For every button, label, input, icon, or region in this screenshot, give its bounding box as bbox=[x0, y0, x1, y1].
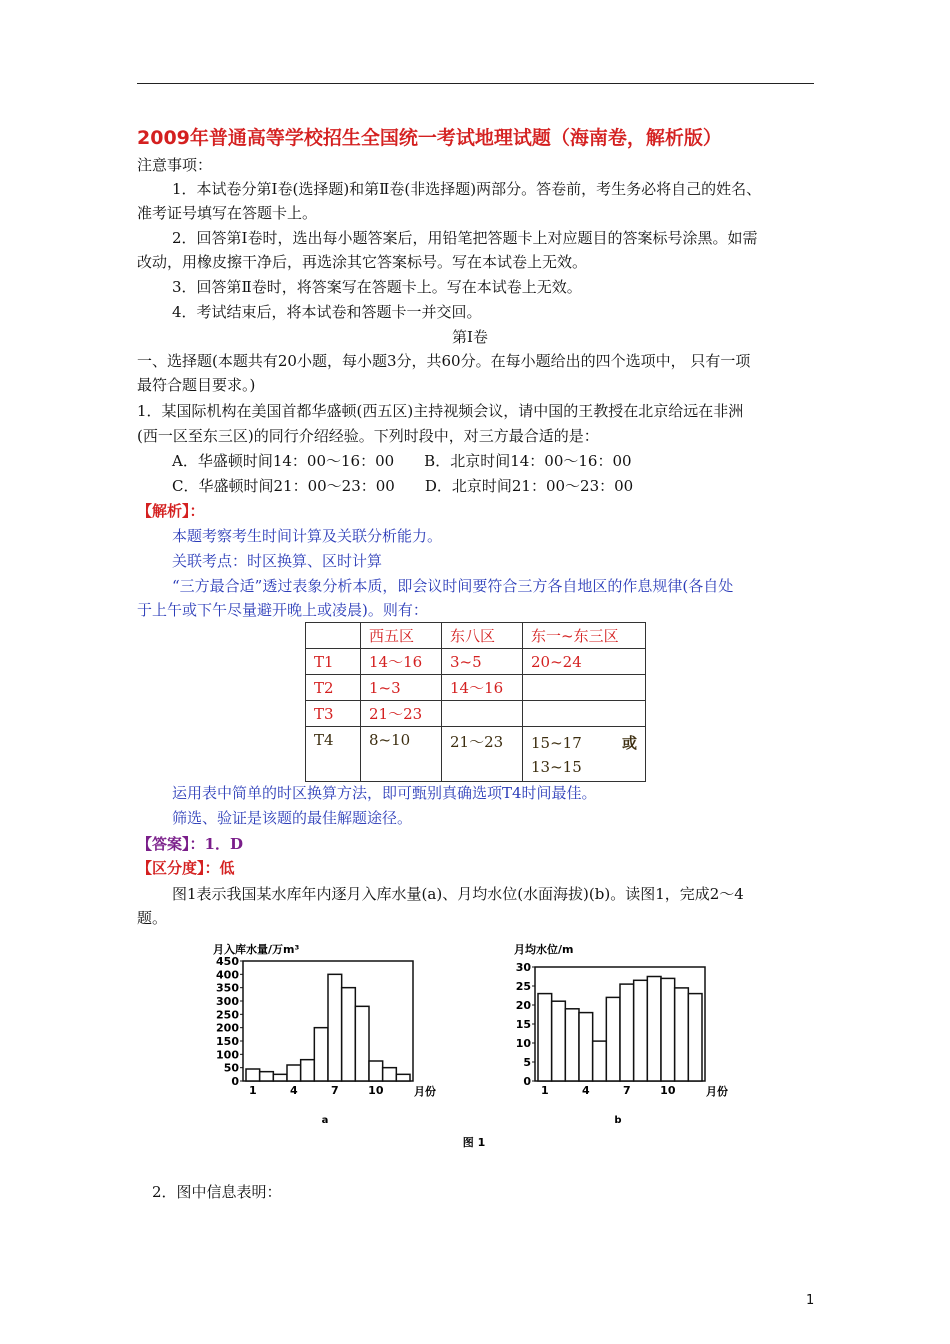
table-cell: T2 bbox=[306, 675, 361, 701]
chart-a-y-tick-label: 450 bbox=[216, 955, 239, 968]
chart-b-y-tick-label: 10 bbox=[515, 1037, 531, 1050]
table-cell: T4 bbox=[306, 727, 361, 782]
chart-a-y-tick-label: 200 bbox=[216, 1021, 239, 1035]
chart-a-x-tick-label: 7 bbox=[331, 1084, 339, 1097]
table-cell: 21～23 bbox=[442, 727, 523, 782]
analysis-line: 于上午或下午尽量避开晚上或凌晨)。则有： bbox=[137, 601, 428, 619]
table-cell: 21～23 bbox=[361, 701, 442, 727]
page-title: 2009年普通高等学校招生全国统一考试地理试题（海南卷，解析版） bbox=[137, 127, 722, 149]
chart-b-bar bbox=[538, 994, 552, 1081]
chart-a-bar bbox=[273, 1074, 287, 1081]
table-cell-text: 13~15 bbox=[531, 758, 582, 776]
table-cell-text: 15~17 bbox=[531, 734, 582, 752]
chart-a-bar bbox=[396, 1074, 410, 1081]
chart-b-bar bbox=[661, 978, 675, 1081]
chart-a-bar bbox=[342, 988, 356, 1081]
difficulty-label: 【区分度】：低 bbox=[137, 859, 235, 877]
chart-a-y-tick-label: 50 bbox=[223, 1061, 239, 1075]
analysis-line: 本题考察考生时间计算及关联分析能力。 bbox=[172, 527, 443, 545]
figure-caption: 图 1 bbox=[462, 1136, 486, 1149]
chart-a-bar bbox=[301, 1060, 315, 1081]
chart-a-y-tick-label: 350 bbox=[216, 981, 239, 995]
table-cell: 3~5 bbox=[442, 649, 523, 675]
table-cell: T3 bbox=[306, 701, 361, 727]
chart-b-bar bbox=[688, 994, 702, 1081]
table-cell: 1~3 bbox=[361, 675, 442, 701]
chart-b-bar bbox=[552, 1001, 566, 1081]
chart-b-y-tick-label: 30 bbox=[515, 961, 531, 974]
chart-b-bar bbox=[647, 977, 661, 1082]
chart-a-bar bbox=[314, 1028, 328, 1081]
chart-a-x-tick-label: 1 bbox=[249, 1084, 257, 1097]
table-cell-text: 或 bbox=[621, 734, 637, 752]
notice-line: 2．回答第Ⅰ卷时，选出每小题答案后，用铅笔把答题卡上对应题目的答案标号涂黑。如需 bbox=[172, 229, 758, 247]
chart-a-y-tick-label: 100 bbox=[216, 1048, 239, 1062]
chart-a-title: a bbox=[321, 1115, 329, 1126]
chart-b-title: b bbox=[614, 1115, 622, 1126]
chart-b-bar bbox=[565, 1009, 579, 1081]
table-header-cell: 东一~东三区 bbox=[523, 623, 646, 649]
table-header-cell: 西五区 bbox=[361, 623, 442, 649]
volume-heading: 第Ⅰ卷 bbox=[452, 328, 488, 346]
chart-a-y-tick-label: 150 bbox=[216, 1035, 239, 1048]
chart-b-bar bbox=[593, 1041, 607, 1081]
chart-a-y-tick-label: 0 bbox=[231, 1075, 239, 1088]
chart-a-y-tick-label: 400 bbox=[216, 968, 239, 982]
chart-b-x-tick-label: 7 bbox=[623, 1084, 631, 1097]
chart-a-x-tick-label: 4 bbox=[290, 1084, 298, 1097]
chart-b bbox=[514, 942, 728, 1126]
table-cell: T1 bbox=[306, 649, 361, 675]
table-header-cell: 东八区 bbox=[442, 623, 523, 649]
question-1-stem: 1．某国际机构在美国首都华盛顿(西五区)主持视频会议，请中国的王教授在北京给远在非洲 bbox=[137, 402, 744, 420]
notice-line: 3．回答第Ⅱ卷时，将答案写在答题卡上。写在本试卷上无效。 bbox=[172, 278, 582, 296]
question-1-options: C．华盛顿时间21：00～23：00 D．北京时间21：00～23：00 bbox=[172, 477, 634, 495]
figure-intro-line: 图1表示我国某水库年内逐月入库水量(a)、月均水位(水面海拔)(b)。读图1，完成2～4 bbox=[172, 885, 744, 903]
answer-label: 【答案】：1．D bbox=[137, 835, 243, 853]
chart-a-bar bbox=[246, 1069, 260, 1081]
chart-b-x-tick-label: 10 bbox=[660, 1084, 676, 1097]
notice-heading: 注意事项： bbox=[137, 156, 213, 174]
section-intro-line: 最符合题目要求。) bbox=[137, 376, 256, 394]
chart-b-ylabel: 月均水位/m bbox=[514, 943, 574, 956]
table-cell: 14～16 bbox=[442, 675, 523, 701]
chart-b-y-tick-label: 20 bbox=[515, 999, 531, 1012]
chart-a-y-tick-label: 250 bbox=[216, 1008, 239, 1022]
notice-line: 准考证号填写在答题卡上。 bbox=[137, 204, 318, 222]
chart-a-y-tick-label: 300 bbox=[216, 995, 239, 1008]
table-cell: 8~10 bbox=[361, 727, 442, 782]
chart-a-bar bbox=[355, 1006, 369, 1081]
question-1-options: A．华盛顿时间14：00～16：00 B．北京时间14：00～16：00 bbox=[172, 452, 632, 470]
analysis-line: 关联考点：时区换算、区时计算 bbox=[172, 552, 383, 570]
chart-b-y-tick-label: 25 bbox=[515, 980, 531, 993]
chart-b-y-tick-label: 0 bbox=[523, 1075, 531, 1088]
chart-a-bar bbox=[287, 1065, 301, 1081]
table-cell: 20~24 bbox=[523, 649, 646, 675]
notice-line: 4．考试结束后，将本试卷和答题卡一并交回。 bbox=[172, 303, 482, 321]
chart-b-x-tick-label: 4 bbox=[582, 1084, 590, 1097]
chart-a-bar bbox=[369, 1061, 383, 1081]
figure-intro-line: 题。 bbox=[137, 909, 168, 927]
analysis-label: 【解析】： bbox=[137, 502, 205, 520]
chart-b-x-tick-label: 1 bbox=[541, 1084, 549, 1097]
chart-a-bar bbox=[383, 1068, 397, 1081]
section-intro-line: 一、选择题(本题共有20小题，每小题3分，共60分。在每小题给出的四个选项中， 只有一项 bbox=[137, 352, 751, 370]
chart-a bbox=[213, 942, 436, 1126]
notice-line: 1．本试卷分第Ⅰ卷(选择题)和第Ⅱ卷(非选择题)两部分。答卷前，考生务必将自己的姓名、 bbox=[172, 180, 762, 198]
chart-b-bar bbox=[620, 984, 634, 1081]
chart-a-ylabel: 月入库水量/万m³ bbox=[213, 943, 300, 956]
table-cell: 14～16 bbox=[361, 649, 442, 675]
chart-a-bar bbox=[328, 974, 342, 1081]
question-2-stem: 2．图中信息表明： bbox=[152, 1183, 282, 1201]
page-number: 1 bbox=[806, 1293, 815, 1308]
question-1-stem: (西一区至东三区)的同行介绍经验。下列时段中，对三方最合适的是： bbox=[137, 427, 599, 445]
chart-b-bar bbox=[675, 988, 689, 1081]
chart-a-xlabel: 月份 bbox=[414, 1085, 436, 1098]
analysis-after-line: 筛选、验证是该题的最佳解题途径。 bbox=[172, 809, 413, 827]
chart-b-bar bbox=[634, 980, 648, 1081]
notice-line: 改动，用橡皮擦干净后，再选涂其它答案标号。写在本试卷上无效。 bbox=[137, 253, 588, 271]
analysis-line: “三方最合适”透过表象分析本质，即会议时间要符合三方各自地区的作息规律(各自处 bbox=[172, 577, 734, 595]
chart-b-bar bbox=[579, 1013, 593, 1081]
analysis-after-line: 运用表中简单的时区换算方法，即可甄别真确选项T4时间最佳。 bbox=[172, 784, 597, 802]
chart-b-bar bbox=[606, 997, 620, 1081]
chart-a-bar bbox=[260, 1072, 274, 1081]
chart-b-y-tick-label: 5 bbox=[523, 1056, 531, 1069]
chart-a-x-tick-label: 10 bbox=[368, 1084, 384, 1097]
chart-b-xlabel: 月份 bbox=[706, 1085, 728, 1098]
chart-b-y-tick-label: 15 bbox=[515, 1018, 531, 1031]
